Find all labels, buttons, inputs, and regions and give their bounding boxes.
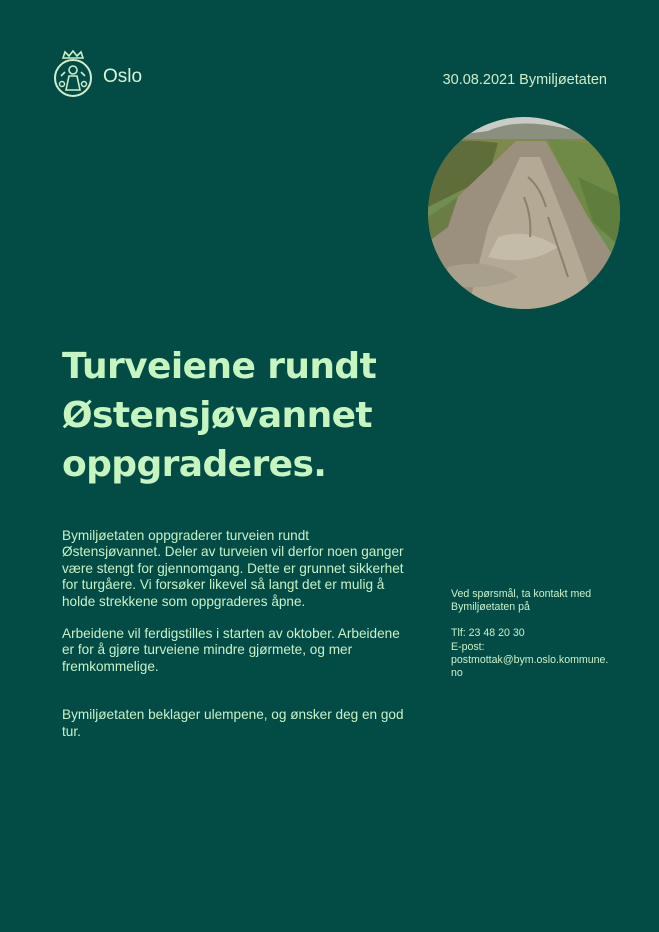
contact-email-label: E-post: [451,640,485,653]
headline-line-2: Østensjøvannet [62,395,373,436]
contact-phone: Tlf: 23 48 20 30 [451,627,525,640]
logo-text: Oslo [103,66,143,87]
contact-email[interactable]: postmottak@bym.oslo.kommune.no [451,653,609,680]
headline [62,342,422,489]
headline-line-3: oppgraderes. [62,444,327,485]
date-department: 30.08.2021 Bymiljøetaten [442,72,607,88]
oslo-logo [52,50,142,98]
contact-info [451,588,611,680]
body-paragraph-1: Bymiljøetaten oppgraderer turveien rundt Østensjøvannet. Deler av turveien vil derfor noen ganger være stengt for gjennomgang. Dette er grunnet sikkerhet for turgåere. Vi forsøker likevel så langt det er mulig å holde strekkene som oppgraderes åpne. [62,528,404,609]
path-photo [428,117,620,309]
body-paragraph-3: Bymiljøetaten beklager ulempene, og ønsker deg en god tur. [62,707,404,739]
body-text [62,528,407,740]
headline-line-1: Turveiene rundt [62,346,377,387]
body-paragraph-2: Arbeidene vil ferdigstilles i starten av oktober. Arbeidene er for å gjøre turveiene mindre gjørmete, og mer fremkommelige. [62,626,400,674]
contact-intro: Ved spørsmål, ta kontakt med Bymiljøetaten på [451,588,592,614]
muddy-path-image [428,117,620,309]
oslo-city-seal-icon [52,50,94,98]
